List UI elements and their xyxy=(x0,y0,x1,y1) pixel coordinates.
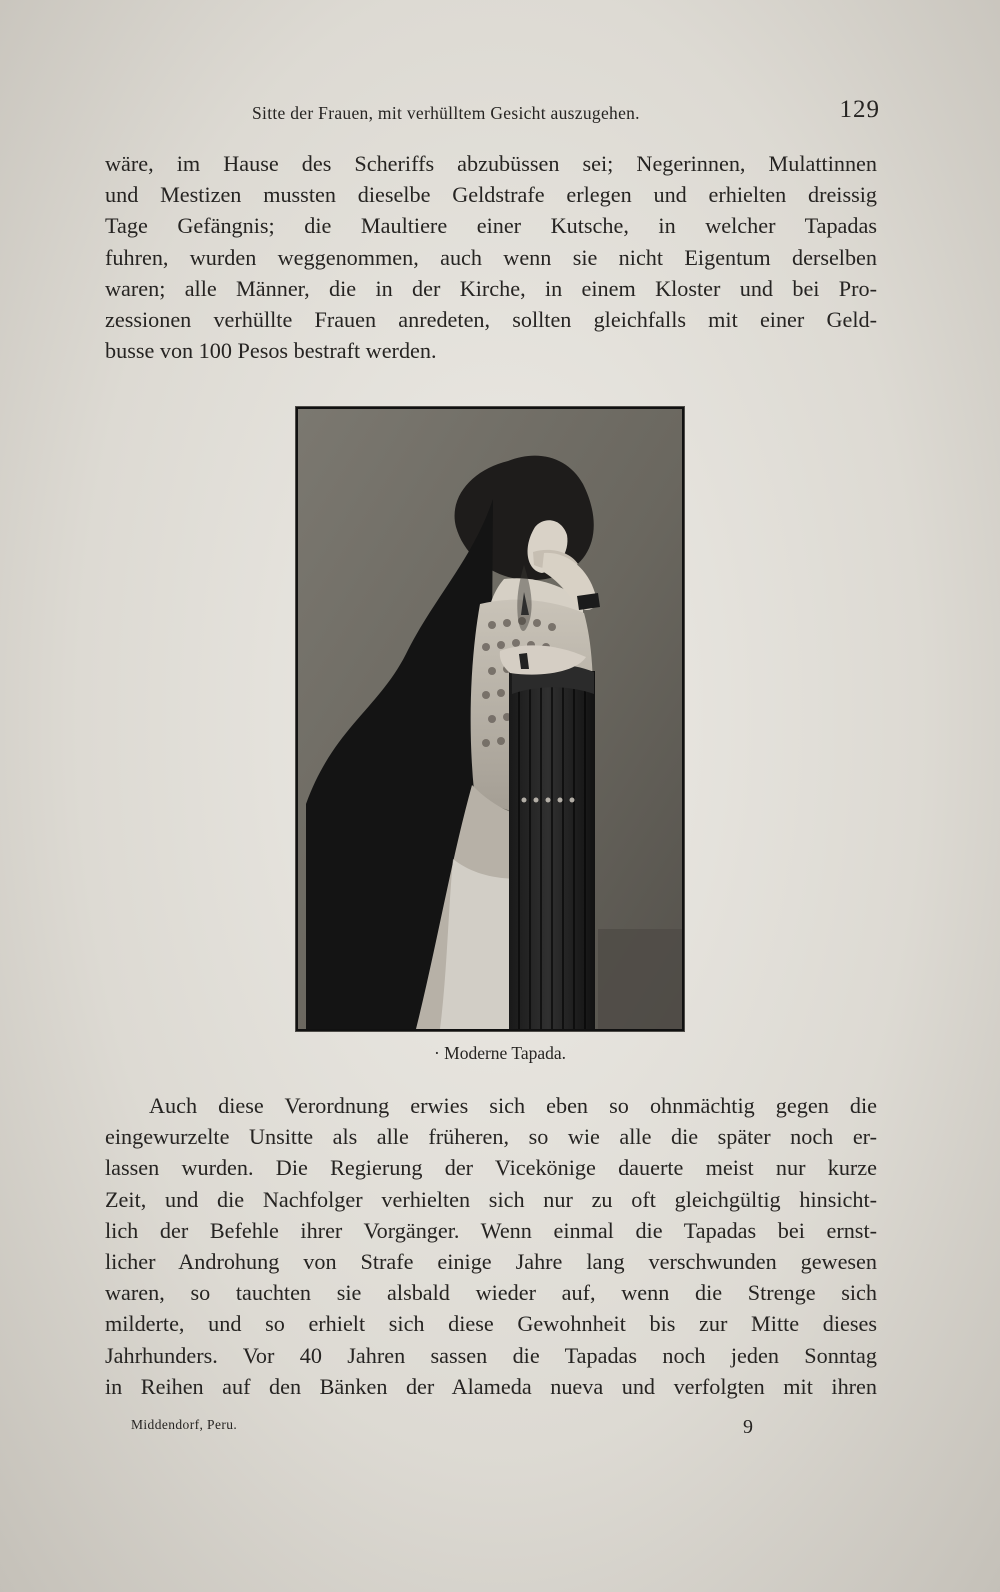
caption-text: Moderne Tapada. xyxy=(444,1043,567,1063)
text-line: waren, so tauchten sie alsbald wieder auf, wenn die Strenge sich xyxy=(105,1280,877,1306)
text-line: lassen wurden. Die Regierung der Vicekönige dauerte meist nur kurze xyxy=(105,1155,877,1181)
text-line: eingewurzelte Unsitte als alle früheren, so wie alle die später noch er- xyxy=(105,1124,877,1150)
text-line: in Reihen auf den Bänken der Alameda nueva und verfolgten mit ihren xyxy=(105,1373,877,1399)
bottom-paragraph xyxy=(105,1090,877,1402)
text-line: Auch diese Verordnung erwies sich eben so ohnmächtig gegen die xyxy=(149,1093,877,1118)
page-number: 129 xyxy=(839,96,880,123)
text-line: und Mestizen mussten dieselbe Geldstrafe erlegen und erhielten dreissig xyxy=(105,182,877,208)
running-head: Sitte der Frauen, mit verhülltem Gesicht auszugehen. xyxy=(252,103,640,123)
photograph-illustration xyxy=(298,409,682,1029)
text-line: lich der Befehle ihrer Vorgänger. Wenn einmal die Tapadas bei ernst- xyxy=(105,1217,877,1243)
photograph-figure xyxy=(296,407,684,1031)
text-line: wäre, im Hause des Scheriffs abzubüssen sei; Negerinnen, Mulattinnen xyxy=(105,151,877,176)
text-line: fuhren, wurden weggenommen, auch wenn sie nicht Eigentum derselben xyxy=(105,244,877,270)
text-line: Jahrhunders. Vor 40 Jahren sassen die Tapadas noch jeden Sonntag xyxy=(105,1342,877,1368)
tapada-photograph xyxy=(298,409,682,1029)
text-line: licher Androhung von Strafe einige Jahre lang verschwunden gewesen xyxy=(105,1249,877,1275)
text-line: busse von 100 Pesos bestraft werden. xyxy=(105,338,437,364)
caption-prefix: · xyxy=(433,1043,440,1063)
footer-reference: Middendorf, Peru. xyxy=(131,1417,238,1432)
signature-number: 9 xyxy=(743,1416,753,1438)
text-line: milderte, und so erhielt sich diese Gewohnheit bis zur Mitte dieses xyxy=(105,1311,877,1337)
text-line: waren; alle Männer, die in der Kirche, in einem Kloster und bei Pro- xyxy=(105,275,877,301)
page-header xyxy=(100,96,880,130)
text-line: zessionen verhüllte Frauen anredeten, sollten gleichfalls mit einer Geld- xyxy=(105,307,877,333)
text-line: Tage Gefängnis; die Maultiere einer Kutsche, in welcher Tapadas xyxy=(105,213,877,239)
figure-caption xyxy=(400,1043,600,1064)
text-line: Zeit, und die Nachfolger verhielten sich nur zu oft gleichgültig hinsicht- xyxy=(105,1186,877,1212)
top-paragraph xyxy=(105,148,877,366)
